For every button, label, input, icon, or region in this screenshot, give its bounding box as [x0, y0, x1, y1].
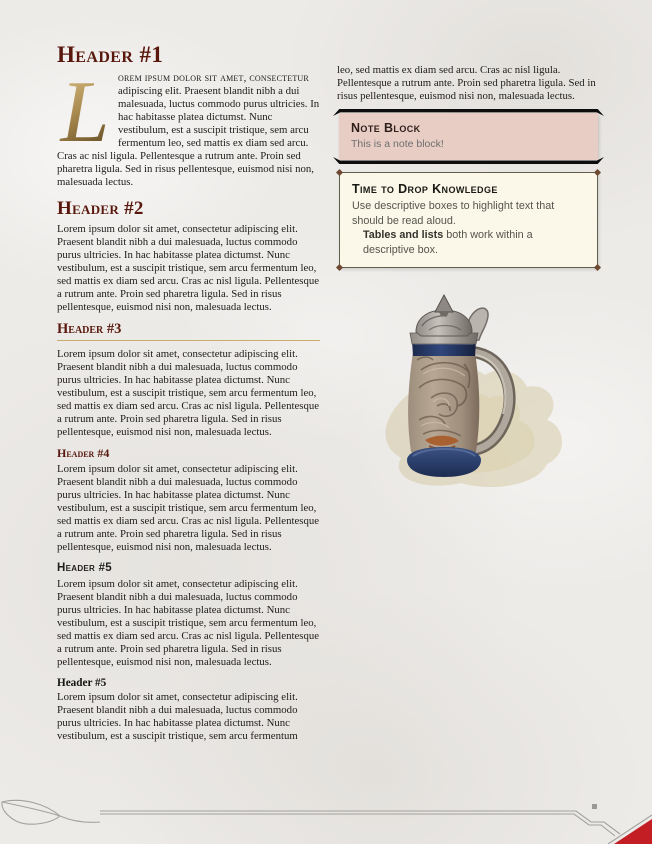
corner-diamond-icon: [336, 264, 343, 271]
left-column: [57, 42, 320, 743]
header-5: Header #5: [57, 562, 112, 574]
beer-stein-image: [349, 294, 581, 494]
corner-diamond-icon: [594, 169, 601, 176]
header-1: Header #1: [57, 42, 164, 67]
descriptive-box-bold-lead: Tables and lists: [363, 229, 444, 241]
paragraph-text: adipiscing elit. Praesent blandit nibh a dui malesuada, luctus commodo purus ultricies. In hac habitasse platea dictumst. Nunc vestibulum, est a suscipit tristique, sem arcu fermentum leo, sed mattis ex diam sed arcu. Cras ac nisl ligula. Pellentesque a rutrum ante. Proin sed pharetra ligula. Sed in risus pellentesque, euismod nisi non, malesuada lectus.: [57, 85, 320, 188]
note-banner-top-border: [333, 109, 604, 116]
smallcaps-lead: orem ipsum dolor sit amet, consectetur: [118, 72, 309, 84]
note-banner-bottom-border: [333, 157, 604, 164]
footer-square-dot: [592, 804, 597, 809]
corner-diamond-icon: [594, 264, 601, 271]
header-6: Header #5: [57, 677, 107, 689]
descriptive-box: [339, 172, 598, 268]
dropcap-paragraph: [57, 64, 320, 189]
beer-stein-illustration: [349, 294, 581, 494]
descriptive-box-line1: Use descriptive boxes to highlight text that should be read aloud.: [352, 200, 555, 227]
note-block: [339, 113, 598, 160]
header-4: Header #4: [57, 446, 110, 460]
body-paragraph-truncated: Lorem ipsum dolor sit amet, consectetur adipiscing elit. Praesent blandit nibh a dui malesuada, luctus commodo purus ultricies. In hac habitasse platea dictumst. Nunc vestibulum, est a suscipit tristique, sem arcu fermentum: [57, 691, 298, 742]
descriptive-box-line2-rest: both work within a descriptive box.: [363, 229, 533, 256]
footer-red-corner: [614, 819, 652, 844]
descriptive-box-title: Time to Drop Knowledge: [352, 182, 498, 196]
right-column: [337, 64, 600, 494]
corner-diamond-icon: [336, 169, 343, 176]
footer-decoration: [0, 796, 652, 844]
descriptive-box-line2: [352, 228, 585, 257]
dropcap-letter: L: [57, 76, 113, 150]
note-block-title: Note Block: [351, 121, 421, 135]
body-paragraph: Lorem ipsum dolor sit amet, consectetur adipiscing elit. Praesent blandit nibh a dui malesuada, luctus commodo purus ultricies. In hac habitasse platea dictumst. Nunc vestibulum, est a suscipit tristique, sem arcu fermentum leo, sed mattis ex diam sed arcu. Cras ac nisl ligula. Pellentesque a rutrum ante. Proin sed pharetra ligula. Sed in risus pellentesque, euismod nisi non, malesuada lectus.: [57, 463, 320, 553]
header-3: Header #3: [57, 321, 320, 341]
note-block-body: This is a note block!: [351, 138, 444, 150]
body-paragraph: Lorem ipsum dolor sit amet, consectetur adipiscing elit. Praesent blandit nibh a dui malesuada, luctus commodo purus ultricies. In hac habitasse platea dictumst. Nunc vestibulum, est a suscipit tristique, sem arcu fermentum leo, sed mattis ex diam sed arcu. Cras ac nisl ligula. Pellentesque a rutrum ante. Proin sed pharetra ligula. Sed in risus pellentesque, euismod nisi non, malesuada lectus.: [57, 578, 320, 668]
header-2: Header #2: [57, 198, 144, 219]
body-paragraph-continuation: leo, sed mattis ex diam sed arcu. Cras ac nisl ligula. Pellentesque a rutrum ante. Proin sed pharetra ligula. Sed in risus pellentesque, euismod nisi non, malesuada lectus.: [337, 64, 596, 102]
body-paragraph: Lorem ipsum dolor sit amet, consectetur adipiscing elit. Praesent blandit nibh a dui malesuada, luctus commodo purus ultricies. In hac habitasse platea dictumst. Nunc vestibulum, est a suscipit tristique, sem arcu fermentum leo, sed mattis ex diam sed arcu. Cras ac nisl ligula. Pellentesque a rutrum ante. Proin sed pharetra ligula. Sed in risus pellentesque, euismod nisi non, malesuada lectus.: [57, 348, 320, 438]
body-paragraph: Lorem ipsum dolor sit amet, consectetur adipiscing elit. Praesent blandit nibh a dui malesuada, luctus commodo purus ultricies. In hac habitasse platea dictumst. Nunc vestibulum, est a suscipit tristique, sem arcu fermentum leo, sed mattis ex diam sed arcu. Cras ac nisl ligula. Pellentesque a rutrum ante. Proin sed pharetra ligula. Sed in risus pellentesque, euismod nisi non, malesuada lectus.: [57, 223, 320, 313]
